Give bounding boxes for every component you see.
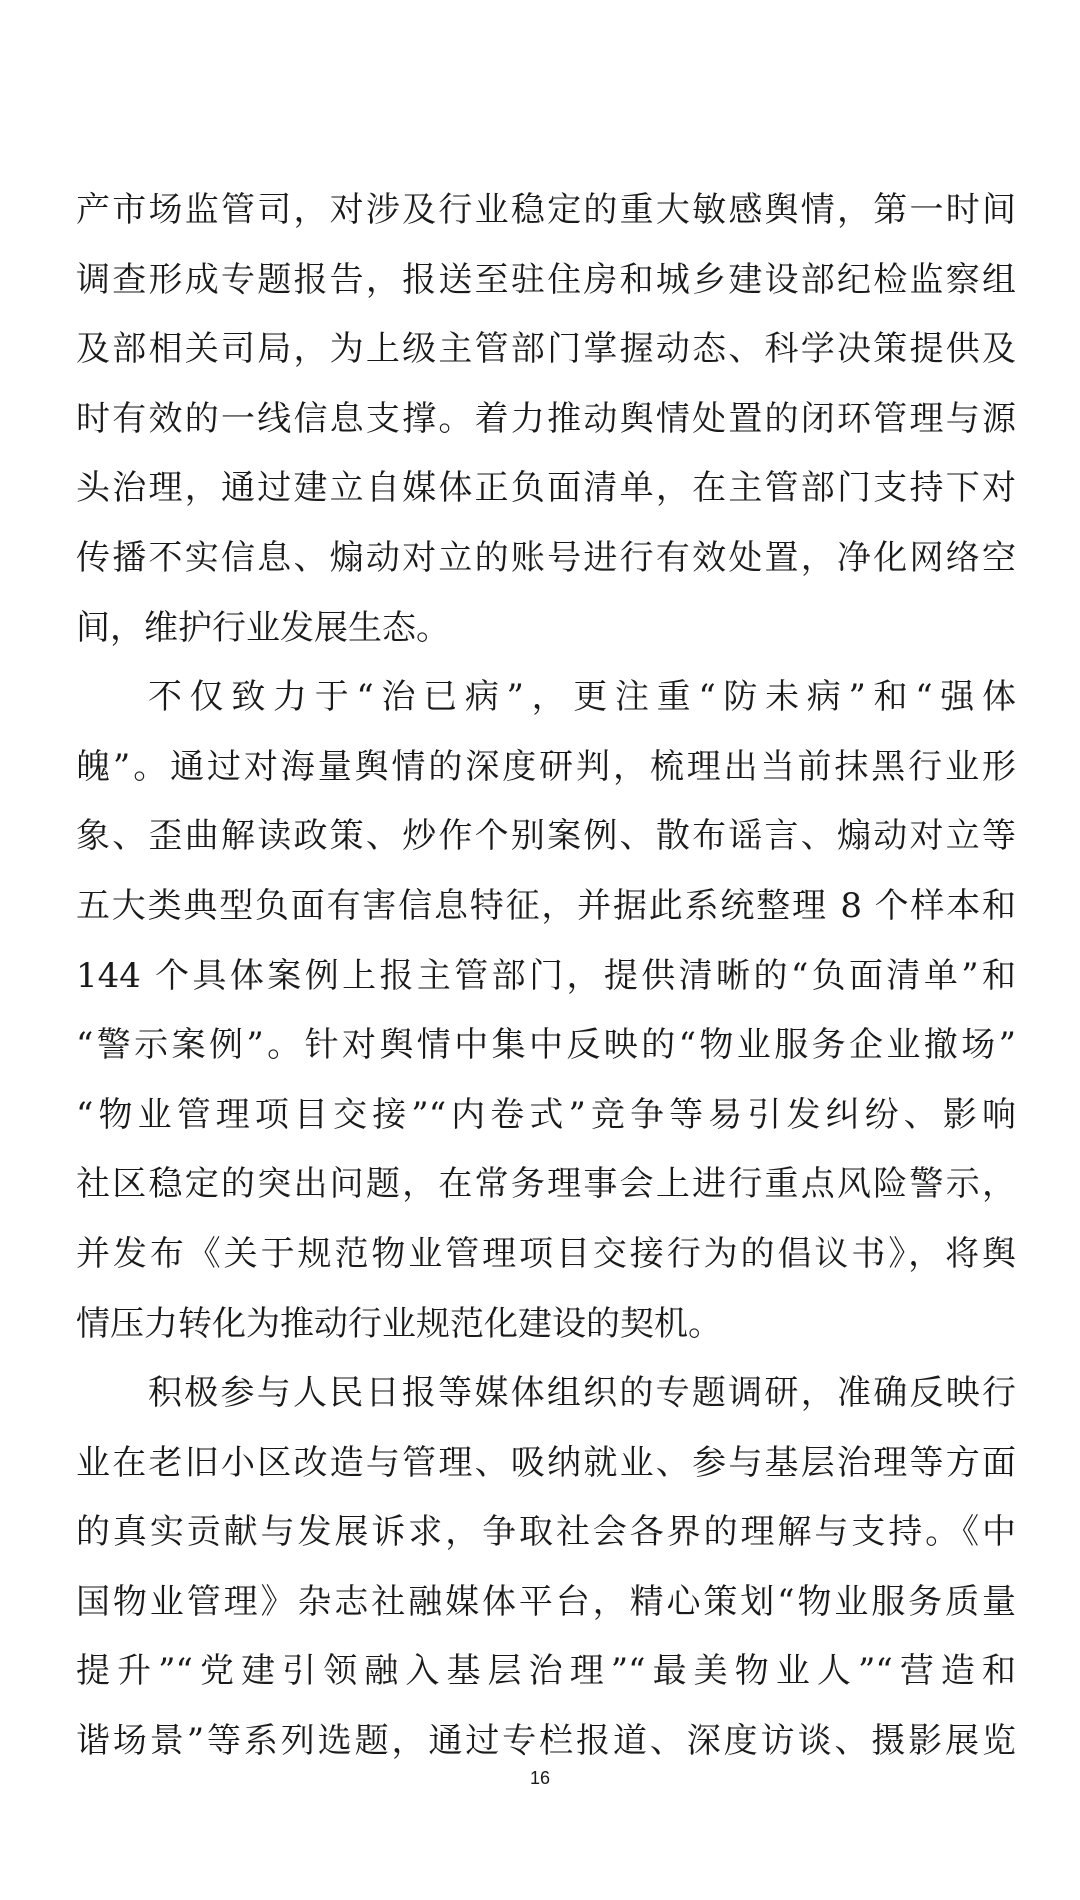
paragraph-1-line-6: 传播不实信息、煽动对立的账号进行有效处置，净化网络空	[76, 537, 1016, 578]
paragraph-1-line-7: 间，维护行业发展生态。	[76, 607, 450, 648]
page-number: 16	[529, 1768, 551, 1788]
paragraph-1-line-5: 头治理，通过建立自媒体正负面清单，在主管部门支持下对	[76, 468, 1016, 509]
paragraph-2-line-1: 不仅致力于“治已病”，更注重“防未病”和“强体	[148, 677, 1016, 718]
paragraph-2-line-8: 社区稳定的突出问题，在常务理事会上进行重点风险警示，	[76, 1164, 1016, 1205]
paragraph-2-line-6: “警示案例”。针对舆情中集中反映的“物业服务企业撤场”	[76, 1025, 1016, 1066]
paragraph-3-line-6: 谐场景”等系列选题，通过专栏报道、深度访谈、摄影展览	[76, 1721, 1016, 1762]
paragraph-2-line-2: 魄”。通过对海量舆情的深度研判，梳理出当前抹黑行业形	[76, 746, 1016, 787]
paragraph-1-line-2: 调查形成专题报告，报送至驻住房和城乡建设部纪检监察组	[76, 259, 1016, 300]
paragraph-2-line-9: 并发布《关于规范物业管理项目交接行为的倡议书》，将舆	[76, 1233, 1016, 1274]
paragraph-3-line-2: 业在老旧小区改造与管理、吸纳就业、参与基层治理等方面	[76, 1442, 1016, 1483]
paragraph-3-line-1: 积极参与人民日报等媒体组织的专题调研，准确反映行	[148, 1373, 1016, 1414]
document-body	[76, 176, 1016, 1777]
paragraph-1-line-3: 及部相关司局，为上级主管部门掌握动态、科学决策提供及	[76, 329, 1016, 370]
paragraph-2-line-5: 144 个具体案例上报主管部门，提供清晰的“负面清单”和	[76, 955, 1016, 996]
paragraph-2-line-10: 情压力转化为推动行业规范化建设的契机。	[76, 1303, 722, 1344]
paragraph-3-line-5: 提升”“党建引领融入基层治理”“最美物业人”“营造和	[76, 1651, 1016, 1692]
paragraph-2-line-7: “物业管理项目交接”“内卷式”竞争等易引发纠纷、影响	[76, 1094, 1016, 1135]
paragraph-3-line-4: 国物业管理》杂志社融媒体平台，精心策划“物业服务质量	[76, 1581, 1016, 1622]
paragraph-3-line-3: 的真实贡献与发展诉求，争取社会各界的理解与支持。《中	[76, 1512, 1016, 1553]
paragraph-1-line-1: 产市场监管司，对涉及行业稳定的重大敏感舆情，第一时间	[76, 190, 1016, 230]
paragraph-2-line-4: 五大类典型负面有害信息特征，并据此系统整理 8 个样本和	[76, 885, 1016, 926]
paragraph-1-line-4: 时有效的一线信息支撑。着力推动舆情处置的闭环管理与源	[76, 398, 1016, 439]
paragraph-2-line-3: 象、歪曲解读政策、炒作个别案例、散布谣言、煽动对立等	[76, 816, 1016, 857]
